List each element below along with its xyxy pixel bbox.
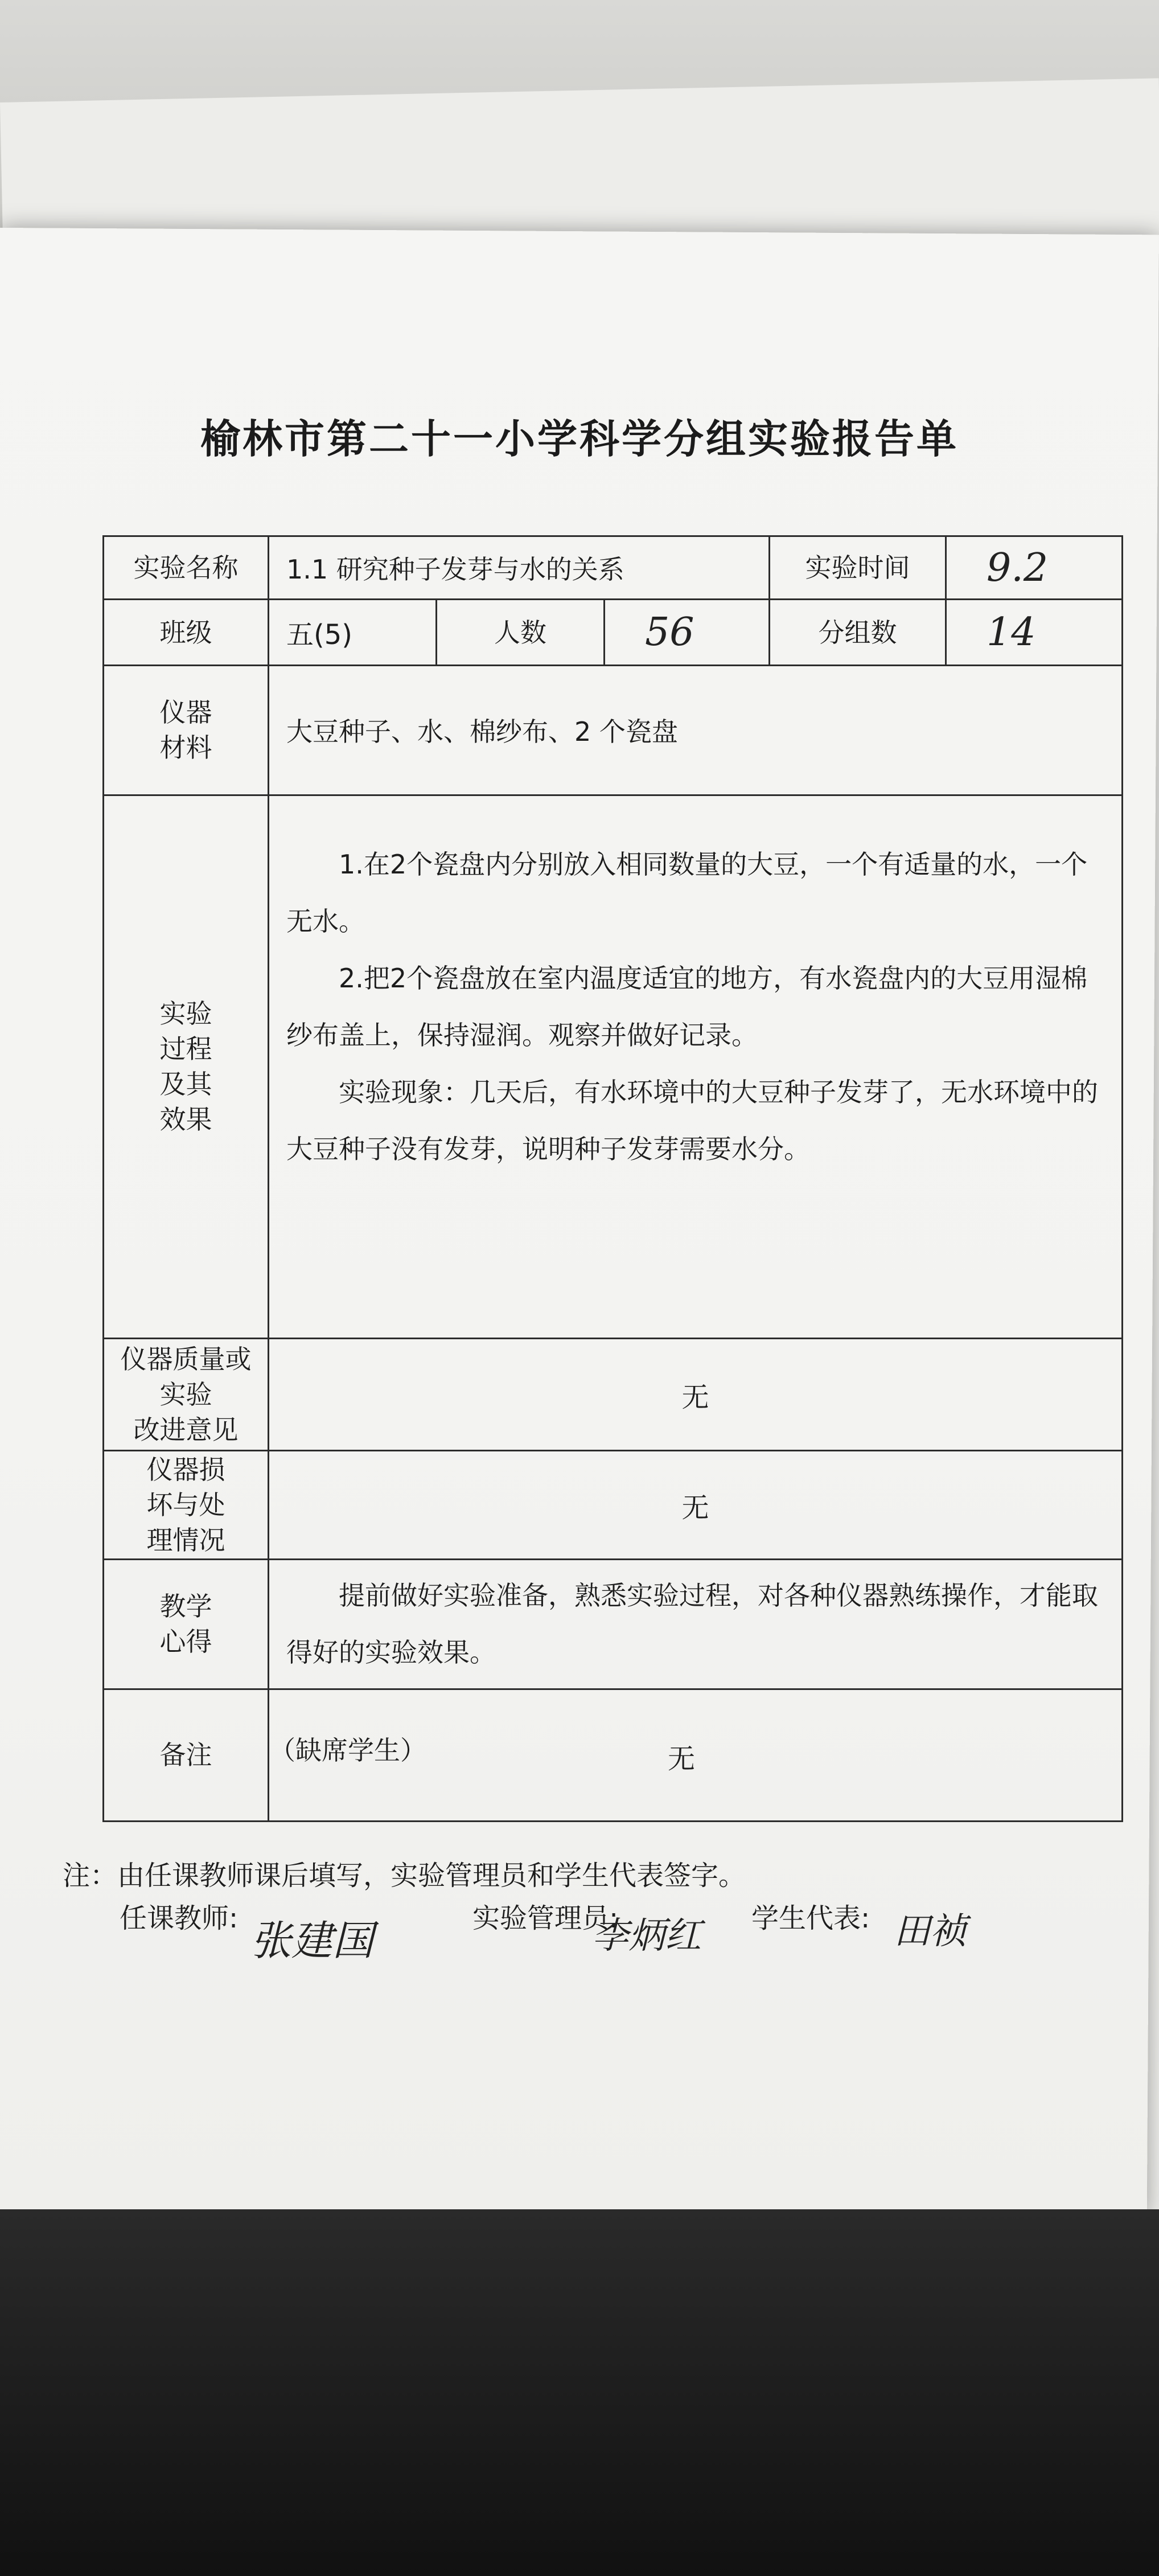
student-label: 学生代表:: [751, 1902, 870, 1934]
label-materials-line1: 仪器: [159, 697, 212, 728]
label-quality: [104, 1339, 269, 1451]
row-process: [104, 795, 1123, 1339]
label-materials-line2: 材料: [159, 732, 212, 764]
label-quality-line3: 改进意见: [133, 1414, 239, 1446]
label-process-line4: 效果: [159, 1104, 212, 1135]
label-damage-line1: 仪器损: [146, 1454, 225, 1486]
row-insight: [104, 1560, 1123, 1689]
process-phenomenon: 实验现象：几天后，有水环境中的大豆种子发芽了，无水环境中的大豆种子没有发芽，说明种子发芽需要水分。: [286, 1076, 1098, 1164]
label-insight: [104, 1560, 269, 1689]
admin-label: 实验管理员:: [472, 1902, 619, 1934]
dark-surface: [0, 2209, 1159, 2576]
label-class: 班级: [104, 600, 269, 666]
value-insight: [269, 1560, 1123, 1689]
teacher-signature: 张建国: [250, 1917, 374, 1964]
value-damage: 无: [269, 1451, 1123, 1560]
remarks-absent-students: （缺席学生）: [269, 1734, 426, 1766]
row-materials: [104, 666, 1123, 795]
remarks-value: 无: [668, 1742, 696, 1775]
label-groups: 分组数: [770, 600, 946, 666]
report-table: [102, 535, 1123, 1822]
page-title: 榆林市第二十一小学科学分组实验报告单: [200, 416, 959, 462]
value-experiment-time: 9.2: [946, 536, 1123, 600]
row-quality: [104, 1339, 1123, 1451]
label-damage-line2: 坏与处: [146, 1490, 225, 1521]
signature-row: [120, 1896, 1087, 1987]
label-insight-line1: 教学: [159, 1591, 212, 1622]
footer-note: 注：由任课教师课后填写，实验管理员和学生代表签字。: [63, 1860, 746, 1892]
label-quality-line2: 实验: [159, 1379, 212, 1410]
teacher-label: 任课教师:: [120, 1902, 239, 1934]
insight-text: 提前做好实验准备，熟悉实验过程，对各种仪器熟练操作，才能取得好的实验效果。: [286, 1580, 1098, 1668]
label-remarks: 备注: [104, 1689, 269, 1821]
process-step-2: 2.把2个瓷盘放在室内温度适宜的地方，有水瓷盘内的大豆用湿棉纱布盖上，保持湿润。观察并做好记录。: [286, 962, 1088, 1051]
value-remarks: [269, 1689, 1123, 1821]
row-class: [104, 600, 1123, 666]
label-process-line3: 及其: [159, 1069, 212, 1100]
label-process-line2: 过程: [159, 1033, 212, 1065]
label-process: [104, 795, 269, 1339]
row-remarks: [104, 1689, 1123, 1821]
value-materials: 大豆种子、水、棉纱布、2 个瓷盘: [269, 666, 1123, 795]
process-step-1: 1.在2个瓷盘内分别放入相同数量的大豆，一个有适量的水，一个无水。: [286, 848, 1088, 937]
row-damage: [104, 1451, 1123, 1560]
value-people: 56: [605, 600, 770, 666]
label-experiment-name: 实验名称: [104, 536, 269, 600]
value-quality: 无: [269, 1339, 1123, 1451]
student-signature: 田祯: [894, 1910, 967, 1952]
label-quality-line1: 仪器质量或: [120, 1344, 252, 1375]
label-people: 人数: [437, 600, 605, 666]
value-groups: 14: [946, 600, 1123, 666]
label-experiment-time: 实验时间: [770, 536, 946, 600]
value-process: [269, 795, 1123, 1339]
label-insight-line2: 心得: [159, 1626, 212, 1658]
label-process-line1: 实验: [159, 998, 212, 1029]
admin-signature: 李炳红: [592, 1915, 701, 1957]
value-class: 五(5): [269, 600, 437, 666]
label-damage-line3: 理情况: [146, 1525, 225, 1556]
value-experiment-name: 1.1 研究种子发芽与水的关系: [269, 536, 770, 600]
label-damage: [104, 1451, 269, 1560]
label-materials: [104, 666, 269, 795]
row-experiment-name: [104, 536, 1123, 600]
